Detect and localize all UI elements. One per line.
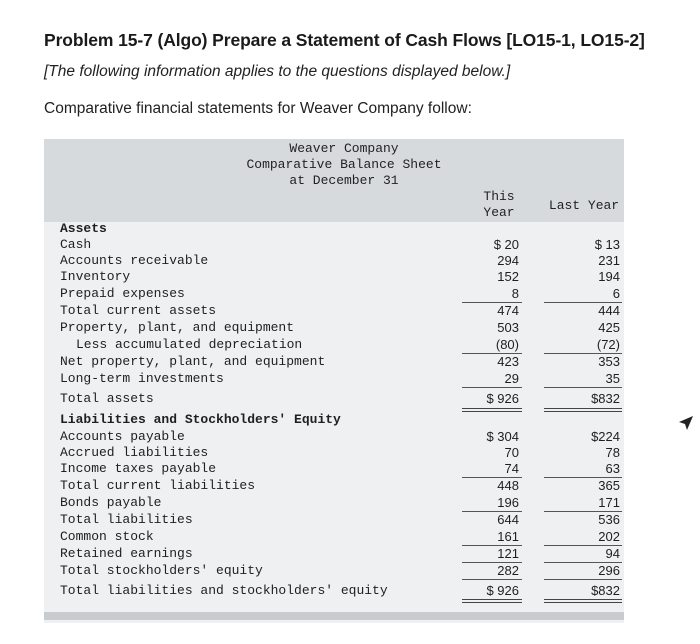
subtotal-rule bbox=[462, 387, 522, 388]
value-this-year: 196 bbox=[497, 495, 519, 510]
value-last-year: $224 bbox=[591, 429, 620, 444]
value-last-year: 296 bbox=[598, 563, 620, 578]
value-last-year: $ 13 bbox=[594, 237, 620, 252]
table-row bbox=[44, 303, 624, 319]
value-this-year: 121 bbox=[497, 546, 519, 561]
row-label: Total current assets bbox=[60, 303, 217, 318]
row-label: Income taxes payable bbox=[60, 461, 217, 476]
total-double-rule bbox=[462, 599, 522, 603]
table-row bbox=[44, 221, 624, 237]
value-last-year: 353 bbox=[598, 354, 620, 369]
table-row bbox=[44, 286, 624, 302]
value-last-year: 63 bbox=[605, 461, 620, 476]
value-this-year: 448 bbox=[497, 478, 519, 493]
table-row bbox=[44, 371, 624, 387]
table-row bbox=[44, 478, 624, 494]
row-label: Prepaid expenses bbox=[60, 286, 185, 301]
row-label: Total current liabilities bbox=[60, 478, 256, 493]
row-label: Common stock bbox=[60, 529, 154, 544]
row-label: Total liabilities bbox=[60, 512, 193, 527]
table-row bbox=[44, 237, 624, 253]
table-row bbox=[44, 461, 624, 477]
row-label: Cash bbox=[60, 237, 92, 252]
value-this-year: (80) bbox=[495, 337, 519, 352]
value-last-year: 425 bbox=[598, 320, 620, 335]
value-this-year: $ 926 bbox=[486, 583, 519, 598]
table-row bbox=[44, 529, 624, 545]
table-row bbox=[44, 412, 624, 428]
value-last-year: 94 bbox=[605, 546, 620, 561]
row-label: Accounts receivable bbox=[60, 253, 209, 268]
table-row bbox=[44, 445, 624, 461]
value-this-year: 423 bbox=[497, 354, 519, 369]
value-last-year: 194 bbox=[598, 269, 620, 284]
value-last-year: 365 bbox=[598, 478, 620, 493]
value-last-year: 78 bbox=[605, 445, 620, 460]
subtotal-rule bbox=[544, 387, 622, 388]
table-row bbox=[44, 583, 624, 599]
row-label: Accounts payable bbox=[60, 429, 185, 444]
row-label: Assets bbox=[60, 221, 107, 236]
table-row bbox=[44, 391, 624, 407]
company-name: Weaver Company bbox=[289, 141, 399, 156]
value-last-year: 536 bbox=[598, 512, 620, 527]
table-row bbox=[44, 546, 624, 562]
statement-name: Comparative Balance Sheet bbox=[246, 157, 442, 172]
subtotal-rule bbox=[462, 579, 522, 580]
table-row bbox=[44, 429, 624, 445]
value-this-year: 8 bbox=[511, 286, 519, 301]
value-this-year: 282 bbox=[497, 563, 519, 578]
value-last-year: $832 bbox=[591, 583, 620, 598]
row-label: Less accumulated depreciation bbox=[76, 337, 303, 352]
row-label: Inventory bbox=[60, 269, 131, 284]
row-label: Total stockholders' equity bbox=[60, 563, 263, 578]
table-row bbox=[44, 320, 624, 336]
mouse-cursor-icon bbox=[679, 416, 693, 430]
row-label: Bonds payable bbox=[60, 495, 162, 510]
problem-title: Problem 15-7 (Algo) Prepare a Statement of Cash Flows [LO15-1, LO15-2] bbox=[44, 30, 645, 50]
value-this-year: 74 bbox=[504, 461, 519, 476]
value-this-year: 503 bbox=[497, 320, 519, 335]
balance-sheet-table bbox=[44, 139, 624, 623]
column-header-this-line2: Year bbox=[483, 205, 515, 220]
row-label: Total assets bbox=[60, 391, 154, 406]
table-scrollbar-area bbox=[44, 612, 624, 620]
value-last-year: 171 bbox=[598, 495, 620, 510]
table-row bbox=[44, 495, 624, 511]
value-this-year: 161 bbox=[497, 529, 519, 544]
value-last-year: 231 bbox=[598, 253, 620, 268]
value-last-year: 6 bbox=[612, 286, 620, 301]
row-label: Accrued liabilities bbox=[60, 445, 209, 460]
value-last-year: 444 bbox=[598, 303, 620, 318]
row-label: Net property, plant, and equipment bbox=[60, 354, 326, 369]
problem-subtitle: [The following information applies to the questions displayed below.] bbox=[44, 63, 511, 80]
problem-intro: Comparative financial statements for Weaver Company follow: bbox=[44, 100, 472, 117]
column-header-last-year: Last Year bbox=[548, 198, 620, 213]
value-last-year: $832 bbox=[591, 391, 620, 406]
row-label: Retained earnings bbox=[60, 546, 193, 561]
table-row bbox=[44, 337, 624, 353]
total-double-rule bbox=[544, 599, 622, 603]
value-this-year: $ 304 bbox=[486, 429, 519, 444]
value-last-year: (72) bbox=[596, 337, 620, 352]
row-label: Liabilities and Stockholders' Equity bbox=[60, 412, 341, 427]
value-this-year: 294 bbox=[497, 253, 519, 268]
table-row bbox=[44, 253, 624, 269]
table-row bbox=[44, 512, 624, 528]
value-this-year: 70 bbox=[504, 445, 519, 460]
value-this-year: 152 bbox=[497, 269, 519, 284]
value-this-year: 474 bbox=[497, 303, 519, 318]
statement-date: at December 31 bbox=[289, 173, 399, 188]
value-this-year: $ 926 bbox=[486, 391, 519, 406]
value-this-year: 644 bbox=[497, 512, 519, 527]
subtotal-rule bbox=[544, 579, 622, 580]
table-row bbox=[44, 354, 624, 370]
row-label: Total liabilities and stockholders' equity bbox=[60, 583, 388, 598]
column-header-this-year bbox=[474, 189, 524, 221]
table-row bbox=[44, 269, 624, 285]
column-header-this-line1: This bbox=[483, 189, 515, 204]
table-row bbox=[44, 563, 624, 579]
value-this-year: 29 bbox=[504, 371, 519, 386]
value-last-year: 35 bbox=[605, 371, 620, 386]
row-label: Long-term investments bbox=[60, 371, 224, 386]
value-this-year: $ 20 bbox=[493, 237, 519, 252]
value-last-year: 202 bbox=[598, 529, 620, 544]
row-label: Property, plant, and equipment bbox=[60, 320, 295, 335]
